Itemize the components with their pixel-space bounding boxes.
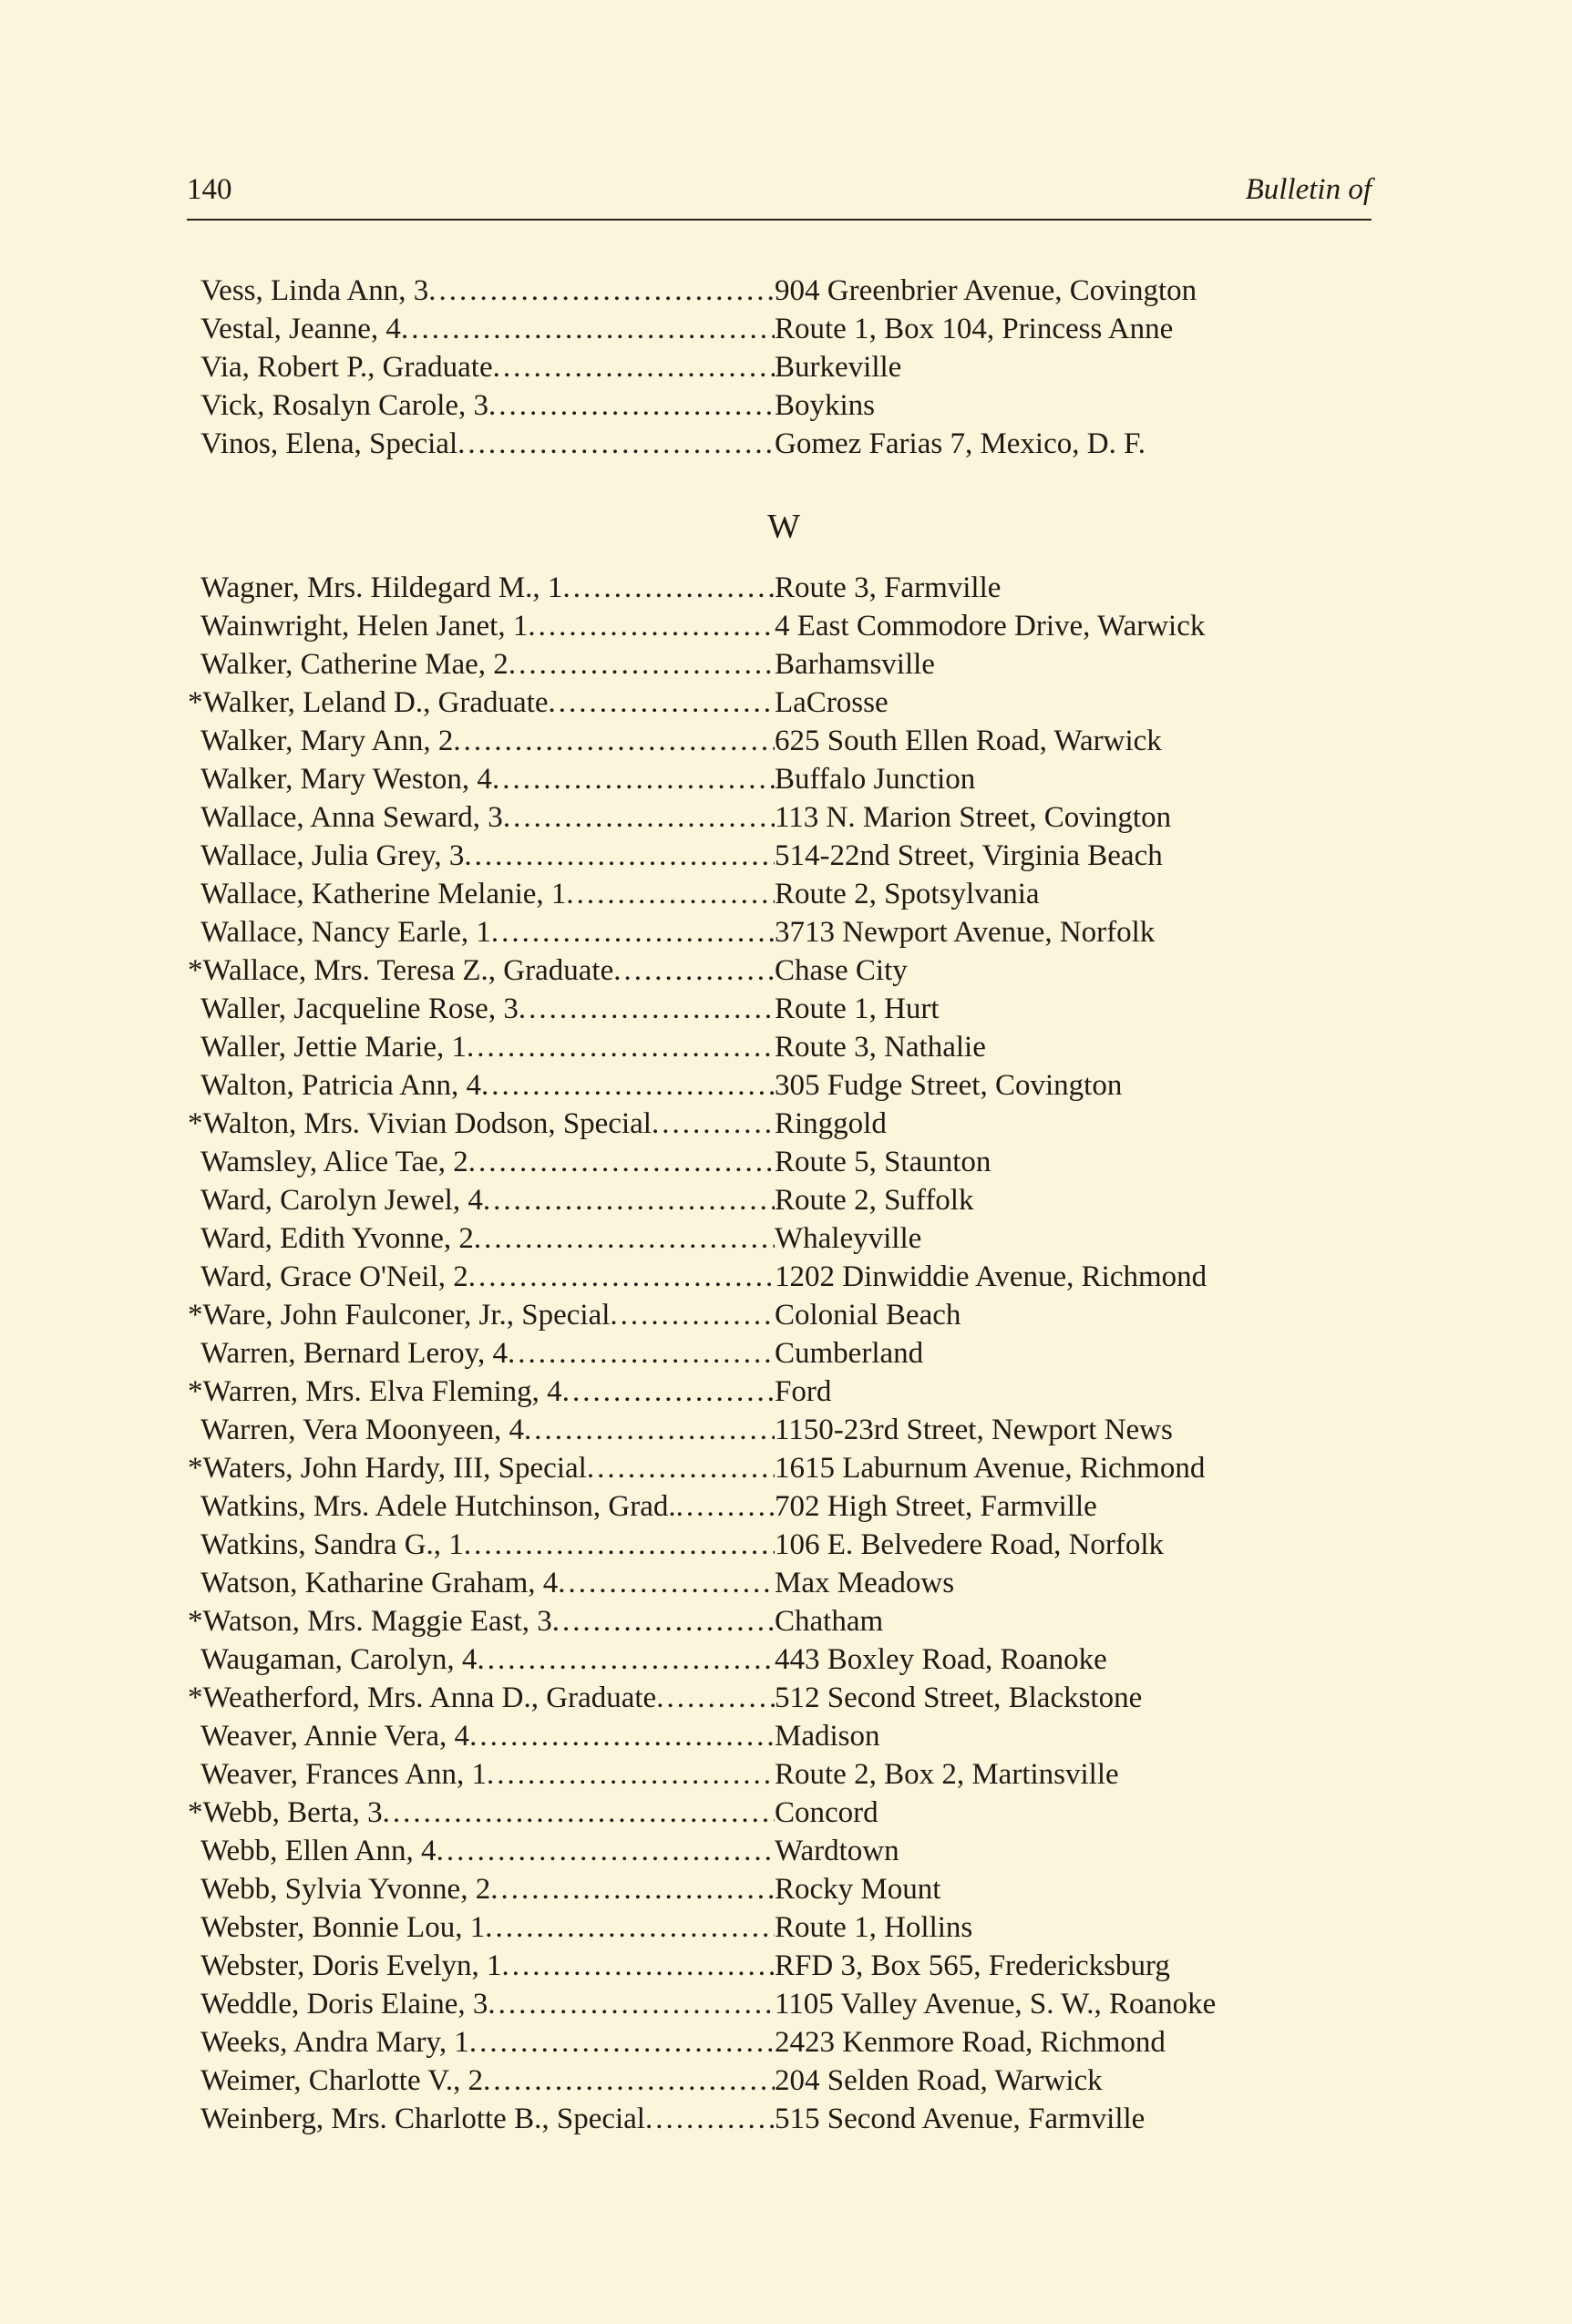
dot-leader [552,1602,775,1640]
entry-list-v [200,272,1367,463]
entry-address: 4 East Commodore Drive, Warwick [775,610,1206,643]
entry-name: Via, Robert P., Graduate [200,351,493,384]
entry-address: 2423 Kenmore Road, Richmond [775,2026,1166,2059]
list-item [200,1143,1367,1181]
list-item [200,1028,1367,1066]
dot-leader [503,798,775,837]
entry-name: Weimer, Charlotte V., 2 [200,2064,484,2097]
list-item [188,1373,1367,1411]
entry-address: 514-22nd Street, Virginia Beach [775,839,1163,872]
entry-name-cell [200,875,775,913]
entry-name-cell [188,1373,775,1411]
dot-leader [676,1487,775,1526]
entry-name: Ward, Edith Yvonne, 2 [200,1222,474,1255]
entry-name-cell [200,1908,775,1947]
entry-address: Boykins [775,389,876,422]
dot-leader [524,1411,775,1449]
dot-leader [428,272,775,310]
list-item [200,760,1367,798]
entry-name-cell [200,798,775,837]
list-item [200,425,1367,463]
dot-leader [562,569,775,607]
dot-leader [487,1755,775,1794]
entry-name-cell [200,2023,775,2062]
entry-list-w [188,569,1367,2138]
entry-address: Ringgold [775,1107,887,1140]
list-item [200,348,1367,386]
dot-leader [509,645,775,684]
entry-name-cell [188,684,775,722]
list-item [200,272,1367,310]
dot-leader [483,2062,775,2100]
entry-address: 1615 Laburnum Avenue, Richmond [775,1452,1206,1485]
entry-name: Waugaman, Carolyn, 4 [200,1643,478,1676]
entry-address: Burkeville [775,351,902,384]
entry-name-cell [188,1296,775,1334]
list-item [200,2023,1367,2062]
entry-name-cell [200,1066,775,1105]
entry-name-cell [200,760,775,798]
entry-name: *Walton, Mrs. Vivian Dodson, Special [188,1107,652,1140]
dot-leader [519,990,775,1028]
entry-name: Wallace, Nancy Earle, 1 [200,916,491,949]
entry-name-cell [200,1258,775,1296]
page-number: 140 [187,173,232,206]
list-item [188,1296,1367,1334]
dot-leader [502,1947,775,1985]
entry-name-cell [200,1526,775,1564]
list-item [200,1755,1367,1794]
list-item [200,1219,1367,1258]
list-item [200,1066,1367,1105]
entry-address: Route 3, Farmville [775,571,1002,604]
entry-name: Wallace, Anna Seward, 3 [200,801,503,834]
dot-leader [468,1143,775,1181]
dot-leader [491,913,775,951]
entry-name-cell [188,1449,775,1487]
entry-name: Warren, Bernard Leroy, 4 [200,1337,508,1370]
entry-name: Webb, Sylvia Yvonne, 2 [200,1873,491,1906]
entry-name-cell [188,951,775,990]
entry-name: *Warren, Mrs. Elva Fleming, 4 [188,1375,562,1408]
entry-name-cell [200,1985,775,2023]
list-item [188,1449,1367,1487]
dot-leader [485,1908,775,1947]
entry-name: *Webb, Berta, 3 [188,1796,383,1829]
entry-address: LaCrosse [775,686,889,719]
entry-name: Weeks, Andra Mary, 1 [200,2026,469,2059]
list-item [200,1640,1367,1679]
entry-name: Weaver, Frances Ann, 1 [200,1758,487,1791]
entry-name-cell [200,722,775,760]
dot-leader [474,1219,775,1258]
entry-address: 1150-23rd Street, Newport News [775,1414,1173,1446]
entry-address: 204 Selden Road, Warwick [775,2064,1103,2097]
dot-leader [613,951,775,990]
entry-name: Walker, Catherine Mae, 2 [200,648,509,681]
list-item [200,2062,1367,2100]
entry-name-cell [200,1640,775,1679]
entry-name: Webster, Bonnie Lou, 1 [200,1911,486,1944]
list-item [188,1679,1367,1717]
entry-address: Madison [775,1720,880,1753]
entry-address: 515 Second Avenue, Farmville [775,2103,1146,2135]
list-item [200,875,1367,913]
entry-name-cell [200,1334,775,1373]
list-item [188,1105,1367,1143]
list-item [200,1985,1367,2023]
entry-address: 3713 Newport Avenue, Norfolk [775,916,1156,949]
entry-address: Route 2, Suffolk [775,1184,974,1217]
entry-address: 1202 Dinwiddie Avenue, Richmond [775,1260,1207,1293]
entry-name-cell [200,607,775,645]
entry-address: Route 2, Spotsylvania [775,878,1040,910]
entry-address: 305 Fudge Street, Covington [775,1069,1123,1102]
list-item [200,1870,1367,1908]
running-head: Bulletin of [1245,173,1372,206]
entry-name-cell [200,1181,775,1219]
entry-name: *Watson, Mrs. Maggie East, 3 [188,1605,552,1638]
dot-leader [587,1449,775,1487]
list-item [200,990,1367,1028]
entry-name: Watkins, Mrs. Adele Hutchinson, Grad. [200,1490,676,1523]
list-item [200,1334,1367,1373]
dot-leader [490,1870,775,1908]
entry-name: Wallace, Katherine Melanie, 1 [200,878,567,910]
list-item [200,1564,1367,1602]
list-item [200,1411,1367,1449]
dot-leader [453,722,775,760]
dot-leader [464,837,775,875]
dot-leader [656,1679,775,1717]
entry-name: Watson, Katharine Graham, 4 [200,1567,559,1599]
entry-address: Route 1, Hollins [775,1911,973,1944]
dot-leader [645,2100,775,2138]
entry-name: Watkins, Sandra G., 1 [200,1528,464,1561]
entry-name-cell [200,1947,775,1985]
list-item [200,1487,1367,1526]
entry-name-cell [200,990,775,1028]
entry-address: 113 N. Marion Street, Covington [775,801,1172,834]
entry-address: 1105 Valley Avenue, S. W., Roanoke [775,1988,1217,2021]
list-item [200,607,1367,645]
entry-name: Ward, Grace O'Neil, 2 [200,1260,468,1293]
dot-leader [492,760,775,798]
entry-name: Waller, Jettie Marie, 1 [200,1031,467,1064]
entry-name: Vick, Rosalyn Carole, 3 [200,389,489,422]
entry-name-cell [200,1143,775,1181]
entry-address: 443 Boxley Road, Roanoke [775,1643,1107,1676]
entry-address: Route 3, Nathalie [775,1031,986,1064]
list-item [200,645,1367,684]
entry-address: Concord [775,1796,878,1829]
dot-leader [488,386,775,425]
entry-name-cell [200,645,775,684]
entry-name: Warren, Vera Moonyeen, 4 [200,1414,525,1446]
list-item [200,386,1367,425]
list-item [200,798,1367,837]
section-letter: W [767,508,800,546]
entry-name: Vinos, Elena, Special [200,427,458,460]
entry-name-cell [188,1679,775,1717]
list-item [200,1947,1367,1985]
list-item [200,1717,1367,1755]
entry-name: Weinberg, Mrs. Charlotte B., Special [200,2103,645,2135]
entry-address: Route 2, Box 2, Martinsville [775,1758,1119,1791]
dot-leader [481,1066,775,1105]
dot-leader [488,1985,775,2023]
entry-address: 702 High Street, Farmville [775,1490,1097,1523]
entry-address: Chatham [775,1605,884,1638]
entry-name: Ward, Carolyn Jewel, 4 [200,1184,483,1217]
entry-name-cell [200,1564,775,1602]
entry-name-cell [200,1028,775,1066]
list-item [200,722,1367,760]
entry-address: Route 1, Box 104, Princess Anne [775,313,1174,345]
entry-name-cell [200,1832,775,1870]
dot-leader [508,1334,775,1373]
list-item [188,684,1367,722]
list-item [200,1181,1367,1219]
entry-address: Cumberland [775,1337,924,1370]
entry-name: Webb, Ellen Ann, 4 [200,1835,437,1867]
entry-name: Walton, Patricia Ann, 4 [200,1069,482,1102]
entry-name: Waller, Jacqueline Rose, 3 [200,992,519,1025]
entry-address: 904 Greenbrier Avenue, Covington [775,274,1197,307]
entry-name: Walker, Mary Ann, 2 [200,725,454,757]
entry-name: Wagner, Mrs. Hildegard M., 1 [200,571,563,604]
dot-leader [477,1640,775,1679]
dot-leader [558,1564,775,1602]
dot-leader [468,1258,775,1296]
entry-address: Ford [775,1375,832,1408]
entry-address: Buffalo Junction [775,763,976,796]
entry-name-cell [200,837,775,875]
dot-leader [562,1373,775,1411]
dot-leader [464,1526,775,1564]
entry-address: Chase City [775,954,908,987]
entry-name-cell [188,1794,775,1832]
entry-name-cell [200,1411,775,1449]
dot-leader [457,425,775,463]
dot-leader [469,1717,775,1755]
entry-address: Whaleyville [775,1222,922,1255]
entry-address: Wardtown [775,1835,899,1867]
entry-name-cell [200,1870,775,1908]
dot-leader [383,1794,775,1832]
entry-name: *Weatherford, Mrs. Anna D., Graduate [188,1681,657,1714]
list-item [200,913,1367,951]
entry-name: Vess, Linda Ann, 3 [200,274,429,307]
entry-address: RFD 3, Box 565, Fredericksburg [775,1949,1170,1982]
entry-name: *Ware, John Faulconer, Jr., Special [188,1299,611,1332]
entry-name: Weaver, Annie Vera, 4 [200,1720,470,1753]
entry-name: Walker, Mary Weston, 4 [200,763,492,796]
list-item [200,2100,1367,2138]
dot-leader [493,348,775,386]
entry-name-cell [200,2100,775,2138]
entry-name-cell [200,1717,775,1755]
dot-leader [549,684,775,722]
entry-name: Webster, Doris Evelyn, 1 [200,1949,502,1982]
entry-name-cell [200,569,775,607]
dot-leader [610,1296,775,1334]
dot-leader [483,1181,775,1219]
entry-address: Colonial Beach [775,1299,961,1332]
list-item [200,569,1367,607]
list-item [200,837,1367,875]
entry-address: Route 1, Hurt [775,992,940,1025]
entry-name-cell [200,1219,775,1258]
entry-name-cell [200,386,775,425]
list-item [200,1908,1367,1947]
list-item [188,1602,1367,1640]
list-item [188,951,1367,990]
entry-name-cell [200,1487,775,1526]
entry-name: Wainwright, Helen Janet, 1 [200,610,529,643]
entry-name-cell [200,2062,775,2100]
entry-address: 512 Second Street, Blackstone [775,1681,1143,1714]
dot-leader [528,607,775,645]
entry-name: *Waters, John Hardy, III, Special [188,1452,587,1485]
entry-address: 625 South Ellen Road, Warwick [775,725,1162,757]
entry-address: Barhamsville [775,648,935,681]
entry-name: Wamsley, Alice Tae, 2 [200,1146,468,1178]
entry-name: Vestal, Jeanne, 4 [200,313,401,345]
entry-address: Max Meadows [775,1567,955,1599]
entry-name-cell [200,1755,775,1794]
entry-name-cell [200,272,775,310]
dot-leader [469,2023,775,2062]
dot-leader [652,1105,775,1143]
entry-name: *Wallace, Mrs. Teresa Z., Graduate [188,954,614,987]
entry-name: Wallace, Julia Grey, 3 [200,839,465,872]
list-item [188,1794,1367,1832]
entry-address: 106 E. Belvedere Road, Norfolk [775,1528,1165,1561]
entry-name: Weddle, Doris Elaine, 3 [200,1988,488,2021]
dot-leader [401,310,775,348]
entry-address: Rocky Mount [775,1873,941,1906]
list-item [200,1526,1367,1564]
entry-address: Route 5, Staunton [775,1146,991,1178]
dot-leader [566,875,775,913]
dot-leader [467,1028,775,1066]
dot-leader [437,1832,775,1870]
page-header [187,173,1372,221]
entry-name-cell [188,1105,775,1143]
entry-name-cell [200,348,775,386]
entry-name-cell [200,425,775,463]
entry-name-cell [200,913,775,951]
list-item [200,310,1367,348]
entry-name: *Walker, Leland D., Graduate [188,686,549,719]
list-item [200,1258,1367,1296]
entry-name-cell [188,1602,775,1640]
list-item [200,1832,1367,1870]
entry-name-cell [200,310,775,348]
entry-address: Gomez Farias 7, Mexico, D. F. [775,427,1146,460]
